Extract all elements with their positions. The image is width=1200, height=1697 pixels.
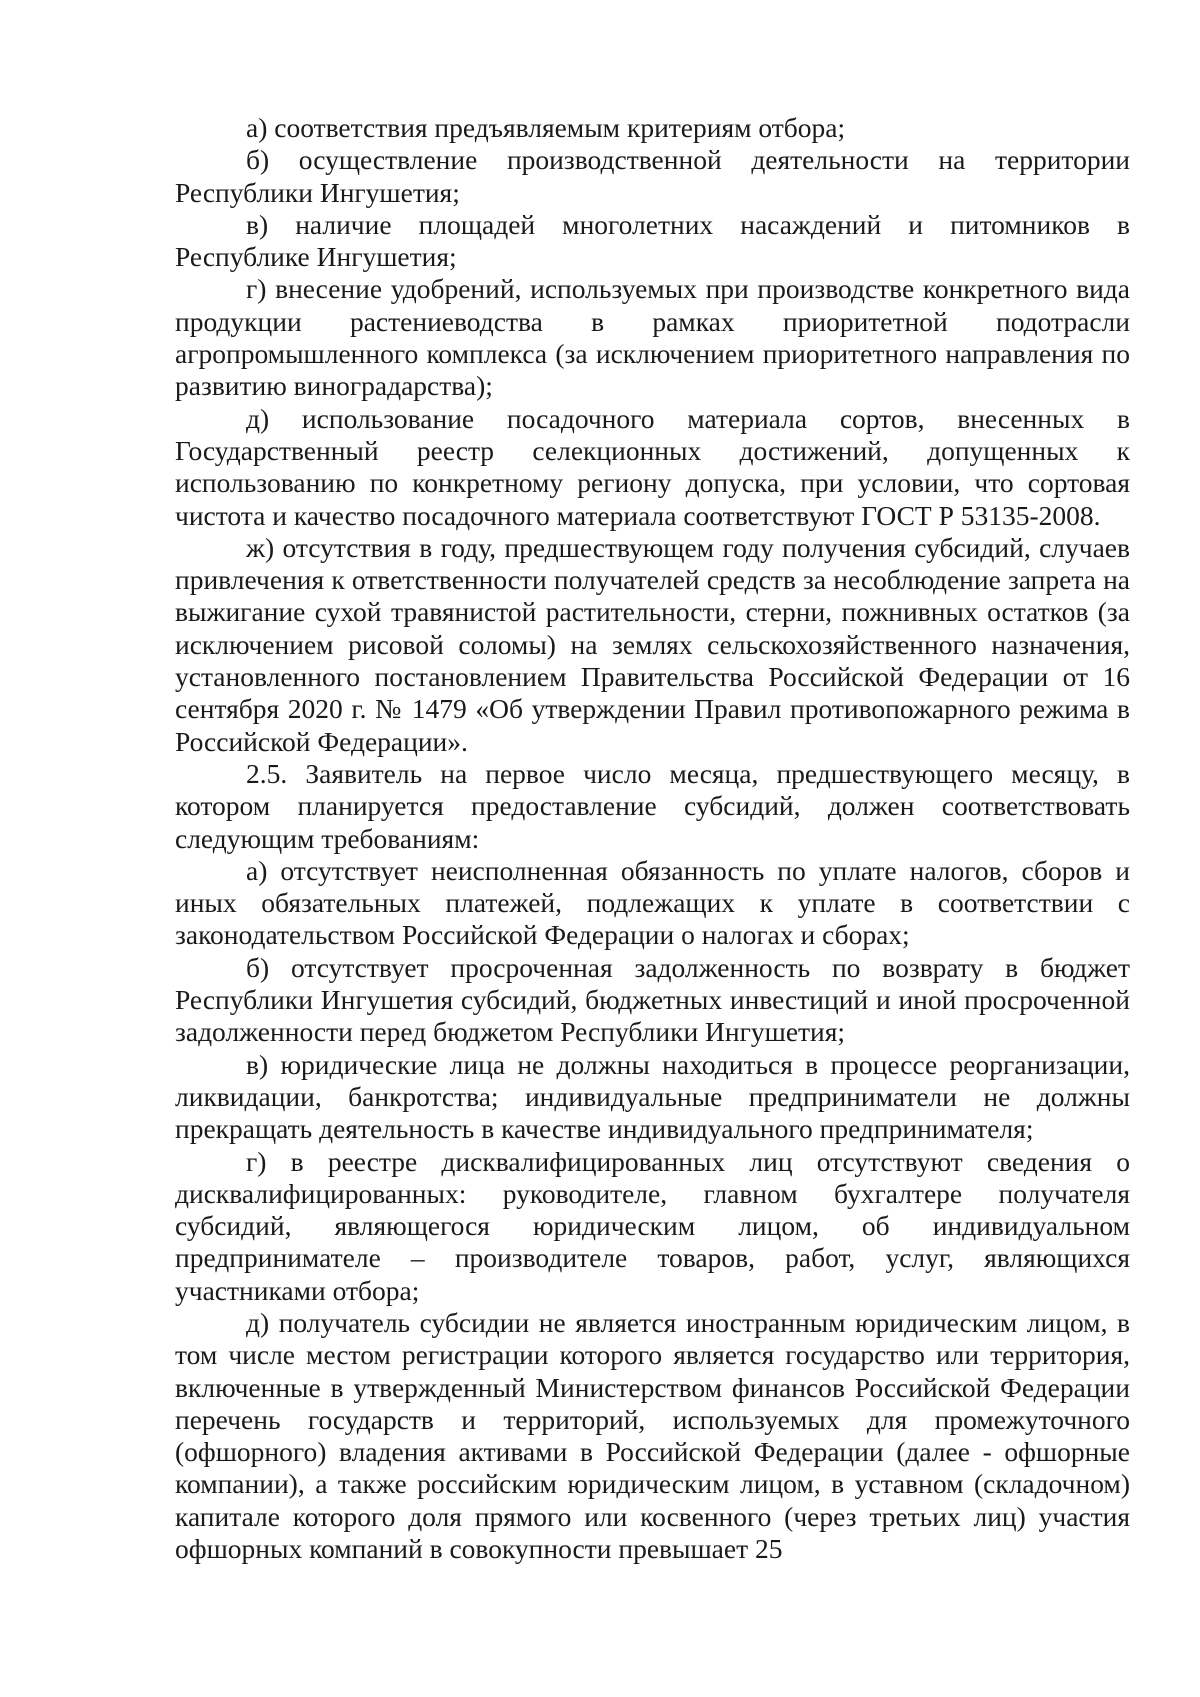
paragraph-production-activity: б) осуществление производственной деятельности на территории Республики Ингушетия; — [175, 144, 1130, 208]
paragraph-not-foreign-entity: д) получатель субсидии не является иностранным юридическим лицом, в том числе местом регистрации которого является государство или территория, включенные в утвержденный Министерством финансов Российской Федерации перечень государств и территорий, используемых для промежуточного (офшорного) владения активами в Российской Федерации (далее - офшорные компании), а также российским юридическим лицом, в уставном (складочном) капитале которого доля прямого или косвенного (через третьих лиц) участия офшорных компаний в совокупности превышает 25 — [175, 1306, 1130, 1565]
paragraph-criteria-compliance: а) соответствия предъявляемым критериям отбора; — [246, 112, 846, 143]
document-body — [175, 112, 1130, 1565]
paragraph-no-tax-debt: а) отсутствует неисполненная обязанность по уплате налогов, сборов и иных обязательных платежей, подлежащих к уплате в соответствии с законодательством Российской Федерации о налогах и сборах; — [175, 854, 1130, 951]
paragraph-no-burning-violations: ж) отсутствия в году, предшествующем году получения субсидий, случаев привлечения к ответственности получателей средств за несоблюдение запрета на выжигание сухой травянистой растительности, стерни, пожнивных остатков (за исключением рисовой соломы) на землях сельскохозяйственного назначения, установленного постановлением Правительства Российской Федерации от 16 сентября 2020 г. № 1479 «Об утверждении Правил противопожарного режима в Российской Федерации». — [175, 531, 1130, 757]
paragraph-disqualified-persons: г) в реестре дисквалифицированных лиц отсутствуют сведения о дисквалифицированных: руководителе, главном бухгалтере получателя субсидий, являющегося юридическим лицом, об индивидуальном предпринимателе – производителе товаров, работ, услуг, являющихся участниками отбора; — [175, 1145, 1130, 1306]
paragraph-no-budget-debt: б) отсутствует просроченная задолженность по возврату в бюджет Республики Ингушетия субсидий, бюджетных инвестиций и иной просроченной задолженности перед бюджетом Республики Ингушетия; — [175, 951, 1130, 1048]
paragraph-section-2-5: 2.5. Заявитель на первое число месяца, предшествующего месяцу, в котором планируется предоставление субсидий, должен соответствовать следующим требованиям: — [175, 757, 1130, 854]
paragraph-plantings-area: в) наличие площадей многолетних насаждений и питомников в Республике Ингушетия; — [175, 208, 1130, 273]
paragraph-no-reorganization: в) юридические лица не должны находиться в процессе реорганизации, ликвидации, банкротства; индивидуальные предприниматели не должны прекращать деятельность в качестве индивидуального предпринимателя; — [175, 1048, 1130, 1145]
paragraph-fertilizers: г) внесение удобрений, используемых при производстве конкретного вида продукции растениеводства в рамках приоритетной подотрасли агропромышленного комплекса (за исключением приоритетного направления по развитию виноградарства); — [175, 273, 1130, 402]
paragraph-planting-material: д) использование посадочного материала сортов, внесенных в Государственный реестр селекционных достижений, допущенных к использованию по конкретному региону допуска, при условии, что сортовая чистота и качество посадочного материала соответствуют ГОСТ Р 53135-2008. — [175, 402, 1130, 531]
